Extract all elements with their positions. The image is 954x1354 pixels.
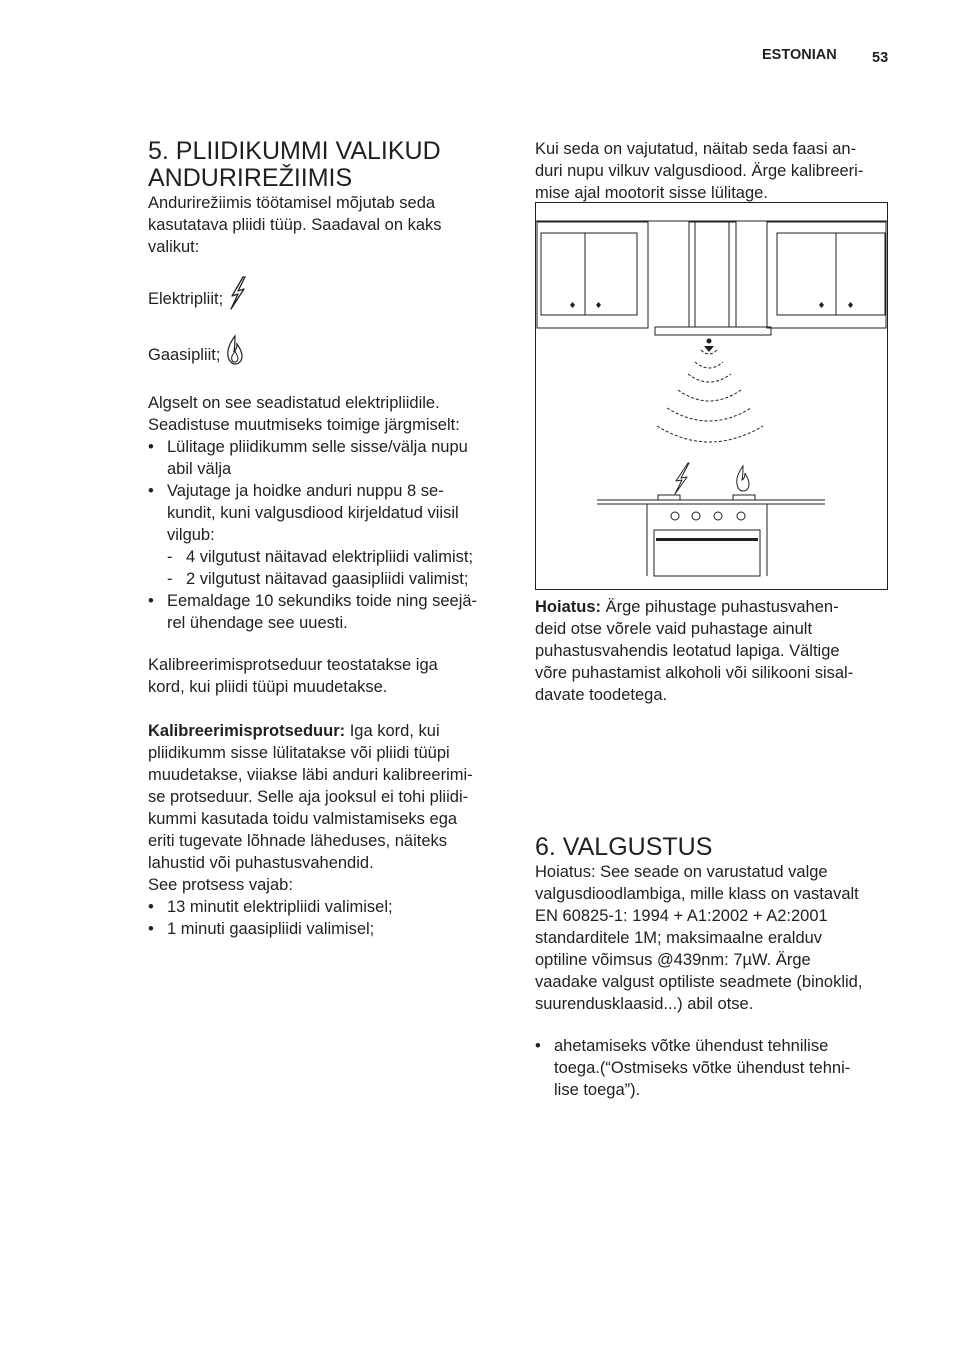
warning-block [535,596,895,706]
hood-chimney [689,222,736,327]
default-line: Seadistuse muutmiseks toimige järgmiselt: [148,416,460,434]
section-5-title-line2: ANDURIREŽIIMIS [148,164,353,192]
section-6-line: valgusdioodlambiga, mille klass on vastavalt [535,885,859,903]
list-item-cont: lise toega”). [554,1081,641,1099]
intro-line: kasutatava pliidi tüüp. Saadaval on kaks [148,216,442,234]
section-6-line: Hoiatus: See seade on varustatud valge [535,863,828,881]
section-6-line: standarditele 1M; maksimaalne eralduv [535,929,823,947]
gas-flame-icon [225,346,245,364]
text-line: Kui seda on vajutatud, näitab seda faasi an- [535,140,857,158]
list-item: • Eemaldage 10 sekundiks toide ning seejä- [148,590,508,612]
calib-first-line [148,720,508,742]
section-6-list [535,1035,895,1101]
list-item: • ahetamiseks võtke ühendust tehnilise [535,1035,895,1057]
calib-first-rest: Iga kord, kui [345,722,440,740]
section-6 [535,834,895,1015]
settings-block [148,392,508,634]
section-6-line: optiline võimsus @439nm: 7µW. Ärge [535,951,811,969]
section-6-line: suurendusklaasid...) abil otse. [535,995,754,1013]
page-number: 53 [872,50,889,66]
gas-flame-icon [737,466,749,491]
list-item: • Lülitage pliidikumm selle sisse/välja nupu [148,436,508,458]
lightning-bolt-icon [675,463,689,494]
calib-line: See protsess vajab: [148,876,293,894]
warning-first-line [535,596,895,618]
section-5 [148,138,508,258]
warning-line: puhastusvahendis leotatud lapiga. Vältige [535,642,840,660]
list-item: • Vajutage ja hoidke anduri nuppu 8 se- [148,480,508,502]
cabinet-knobs [570,302,853,541]
default-line: Algselt on see seadistatud elektripliidile. [148,394,440,412]
list-item-cont: vilgub: [167,526,215,544]
list-item-cont: kundit, kuni valgusdiood kirjeldatud viisil [167,504,459,522]
list-item-cont: rel ühendage see uuesti. [167,614,348,632]
warning-line: davate toodetega. [535,686,668,704]
sub-list-item: - 2 vilgutust näitavad gaasipliidi valimist; [148,568,508,590]
sensor-waves [657,350,763,442]
calib-line: lahustid või puhastusvahendid. [148,854,374,872]
calib-line: pliidikumm sisse lülitatakse või pliidi tüüpi [148,744,450,762]
cooktop [597,495,825,504]
warning-first-rest: Ärge pihustage puhastusvahen- [601,598,839,616]
calib-line: muudetakse, viiakse läbi anduri kalibreerimi- [148,766,473,784]
warning-bold-label: Hoiatus: [535,598,601,616]
list-item-cont: abil välja [167,460,232,478]
section-6-title: 6. VALGUSTUS [535,833,713,861]
text-line: duri nupu vilkuv valgusdiood. Ärge kalibreeri- [535,162,864,180]
intro-line: valikut: [148,238,200,256]
text-line: mise ajal mootorit sisse lülitage. [535,184,768,202]
gas-option [148,334,245,366]
electric-option [148,276,246,310]
warning-line: deid otse võrele vaid puhastage ainult [535,620,813,638]
hood-canopy [655,327,771,335]
calibration-block [148,720,508,940]
right-top-text [535,138,895,204]
right-cabinet [767,222,886,328]
list-item-cont: toega.(“Ostmiseks võtke ühendust tehni- [554,1059,851,1077]
sub-list-item: - 4 vilgutust näitavad elektripliidi valimist; [148,546,508,568]
calib-bold-label: Kalibreerimisprotseduur: [148,722,346,740]
calib-line: se protseduur. Selle aja jooksul ei tohi pliidi- [148,788,469,806]
left-cabinet [537,222,648,328]
lightning-bolt-icon [228,290,246,308]
section-5-title-line1: 5. PLIIDIKUMMI VALIKUD [148,137,441,165]
calibration-intro [148,654,508,698]
calib-intro-line: kord, kui pliidi tüüpi muudetakse. [148,678,388,696]
list-item: • 1 minuti gaasipliidi valimisel; [148,918,508,940]
calib-line: eriti tugevate lõhnade läheduses, näiteks [148,832,448,850]
sensor-led [707,339,712,344]
figure-frame [536,203,888,590]
electric-label: Elektripliit; [148,290,224,308]
header-language: ESTONIAN [762,47,837,63]
gas-label: Gaasipliit; [148,346,221,364]
calib-intro-line: Kalibreerimisprotseduur teostatakse iga [148,656,438,674]
hood-sensor-diagram [535,202,888,590]
intro-line: Andurirežiimis töötamisel mõjutab seda [148,194,436,212]
section-6-line: vaadake valgust optiliste seadmete (binoklid, [535,973,863,991]
section-6-line: EN 60825-1: 1994 + A1:2002 + A2:2001 [535,907,828,925]
list-item: • 13 minutit elektripliidi valimisel; [148,896,508,918]
calib-line: kummi kasutada toidu valmistamiseks ega [148,810,458,828]
warning-line: võre puhastamist alkoholi või silikooni sisal- [535,664,854,682]
